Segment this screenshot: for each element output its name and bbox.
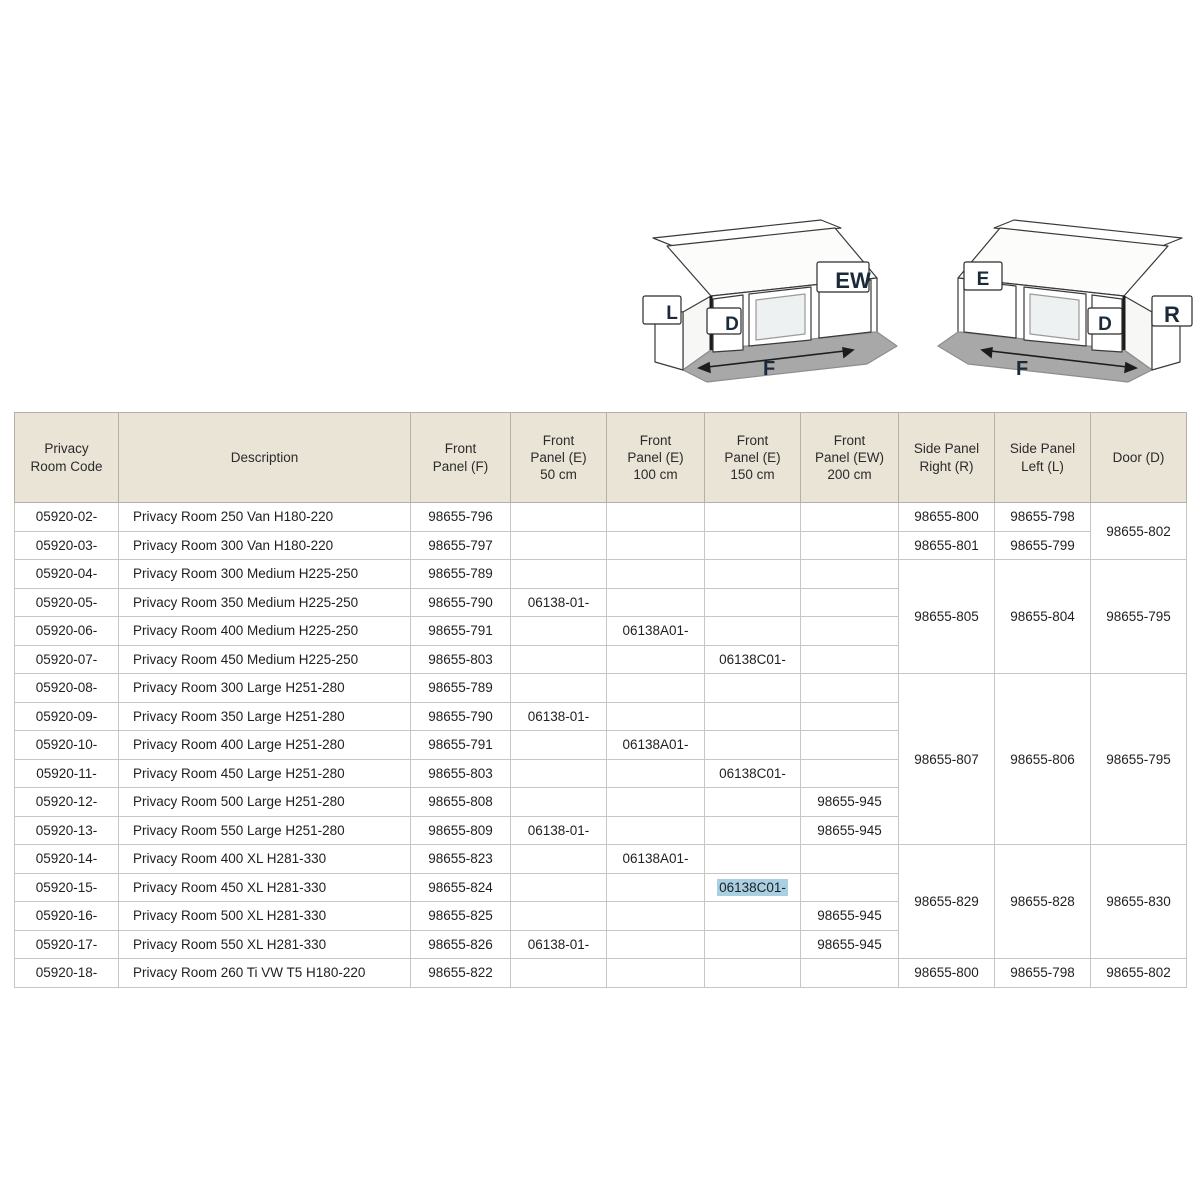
cell-side-panel-right: 98655-829 (899, 845, 995, 959)
cell-description: Privacy Room 300 Van H180-220 (119, 531, 411, 560)
cell-front-panel-e-150 (705, 503, 801, 532)
parts-table-container (14, 412, 1186, 988)
highlighted-part-number: 06138C01- (719, 879, 786, 895)
header-line: Left (L) (1021, 458, 1064, 474)
header-line: Door (D) (1112, 449, 1165, 465)
cell-side-panel-left: 98655-798 (995, 503, 1091, 532)
table-header-row (15, 413, 1187, 503)
cell-front-panel-e-150 (705, 845, 801, 874)
cell-front-panel-e-100 (607, 788, 705, 817)
diagram-label-E: E (976, 269, 990, 290)
cell-description: Privacy Room 260 Ti VW T5 H180-220 (119, 959, 411, 988)
diagram-label-F-right: F (1016, 358, 1029, 380)
cell-front-panel-f: 98655-808 (411, 788, 511, 817)
cell-side-panel-right: 98655-800 (899, 503, 995, 532)
table-row (15, 674, 1187, 703)
header-line: 100 cm (633, 467, 678, 483)
cell-side-panel-left: 98655-798 (995, 959, 1091, 988)
cell-side-panel-right: 98655-800 (899, 959, 995, 988)
cell-front-panel-ew-200 (801, 759, 899, 788)
table-row (15, 503, 1187, 532)
cell-front-panel-e-150 (705, 560, 801, 589)
cell-front-panel-e-100 (607, 531, 705, 560)
cell-privacy-room-code: 05920-16- (15, 902, 119, 931)
cell-front-panel-e-50 (511, 674, 607, 703)
cell-door: 98655-830 (1091, 845, 1187, 959)
cell-front-panel-f: 98655-803 (411, 759, 511, 788)
cell-front-panel-e-50: 06138-01- (511, 702, 607, 731)
cell-front-panel-e-100 (607, 560, 705, 589)
cell-side-panel-left: 98655-799 (995, 531, 1091, 560)
cell-front-panel-e-50 (511, 959, 607, 988)
header-line: Panel (EW) (814, 449, 885, 465)
header-line: Privacy (44, 441, 89, 457)
cell-front-panel-e-100 (607, 645, 705, 674)
cell-description: Privacy Room 450 XL H281-330 (119, 873, 411, 902)
cell-front-panel-e-150: 06138C01- (705, 645, 801, 674)
column-header-description (119, 413, 411, 503)
cell-front-panel-e-50: 06138-01- (511, 930, 607, 959)
cell-front-panel-ew-200: 98655-945 (801, 788, 899, 817)
header-line: Panel (E) (724, 449, 781, 465)
cell-front-panel-f: 98655-791 (411, 731, 511, 760)
cell-front-panel-e-100 (607, 816, 705, 845)
cell-front-panel-e-150 (705, 617, 801, 646)
cell-front-panel-e-50 (511, 617, 607, 646)
cell-door: 98655-802 (1091, 503, 1187, 560)
cell-front-panel-e-150 (705, 731, 801, 760)
cell-front-panel-e-100: 06138A01- (607, 617, 705, 646)
cell-front-panel-f: 98655-809 (411, 816, 511, 845)
diagram-label-D-right: D (1098, 314, 1112, 335)
cell-description: Privacy Room 250 Van H180-220 (119, 503, 411, 532)
header-line: Panel (F) (432, 458, 489, 474)
cell-privacy-room-code: 05920-09- (15, 702, 119, 731)
cell-front-panel-e-150 (705, 674, 801, 703)
cell-front-panel-ew-200 (801, 959, 899, 988)
cell-front-panel-f: 98655-797 (411, 531, 511, 560)
cell-front-panel-f: 98655-789 (411, 674, 511, 703)
cell-privacy-room-code: 05920-07- (15, 645, 119, 674)
cell-front-panel-f: 98655-803 (411, 645, 511, 674)
cell-front-panel-e-50 (511, 788, 607, 817)
header-line: Description (230, 449, 299, 465)
cell-front-panel-e-100 (607, 503, 705, 532)
cell-description: Privacy Room 550 XL H281-330 (119, 930, 411, 959)
cell-front-panel-e-150 (705, 588, 801, 617)
cell-front-panel-ew-200: 98655-945 (801, 816, 899, 845)
cell-front-panel-e-100: 06138A01- (607, 731, 705, 760)
cell-front-panel-e-150 (705, 531, 801, 560)
cell-front-panel-ew-200 (801, 617, 899, 646)
cell-front-panel-e-50 (511, 759, 607, 788)
cell-description: Privacy Room 550 Large H251-280 (119, 816, 411, 845)
cell-front-panel-e-150 (705, 959, 801, 988)
header-line: 200 cm (827, 467, 872, 483)
cell-front-panel-e-50 (511, 645, 607, 674)
awning-room-left-view (615, 200, 905, 400)
cell-door: 98655-795 (1091, 674, 1187, 845)
cell-front-panel-e-50 (511, 902, 607, 931)
cell-description: Privacy Room 450 Large H251-280 (119, 759, 411, 788)
cell-description: Privacy Room 300 Large H251-280 (119, 674, 411, 703)
cell-front-panel-f: 98655-790 (411, 702, 511, 731)
cell-front-panel-f: 98655-823 (411, 845, 511, 874)
cell-front-panel-ew-200 (801, 702, 899, 731)
cell-description: Privacy Room 500 Large H251-280 (119, 788, 411, 817)
header-line: Panel (E) (530, 449, 587, 465)
cell-front-panel-e-100 (607, 674, 705, 703)
cell-privacy-room-code: 05920-14- (15, 845, 119, 874)
cell-front-panel-ew-200: 98655-945 (801, 902, 899, 931)
cell-front-panel-e-50: 06138-01- (511, 588, 607, 617)
diagram-label-F: F (763, 358, 776, 380)
header-line: 150 cm (730, 467, 775, 483)
header-line: Front (639, 432, 672, 448)
diagram-label-EW: EW (835, 268, 871, 293)
diagram-label-R: R (1164, 302, 1180, 327)
column-header-side-panel-left (995, 413, 1091, 503)
cell-front-panel-ew-200 (801, 873, 899, 902)
cell-front-panel-e-100 (607, 588, 705, 617)
cell-front-panel-ew-200 (801, 560, 899, 589)
table-row (15, 531, 1187, 560)
cell-description: Privacy Room 500 XL H281-330 (119, 902, 411, 931)
cell-front-panel-f: 98655-825 (411, 902, 511, 931)
header-line: 50 cm (540, 467, 577, 483)
cell-front-panel-e-150 (705, 702, 801, 731)
cell-front-panel-e-50 (511, 503, 607, 532)
cell-privacy-room-code: 05920-15- (15, 873, 119, 902)
diagram-label-D: D (725, 314, 739, 335)
cell-front-panel-ew-200 (801, 674, 899, 703)
cell-privacy-room-code: 05920-13- (15, 816, 119, 845)
cell-description: Privacy Room 400 Medium H225-250 (119, 617, 411, 646)
table-row (15, 845, 1187, 874)
cell-description: Privacy Room 400 Large H251-280 (119, 731, 411, 760)
awning-room-right-view (930, 200, 1200, 400)
header-line: Front (542, 432, 575, 448)
cell-front-panel-ew-200 (801, 531, 899, 560)
cell-front-panel-ew-200 (801, 588, 899, 617)
cell-privacy-room-code: 05920-18- (15, 959, 119, 988)
header-line: Room Code (30, 458, 103, 474)
header-line: Front (833, 432, 866, 448)
diagram-label-L: L (666, 303, 678, 324)
cell-front-panel-e-50 (511, 531, 607, 560)
cell-front-panel-e-50: 06138-01- (511, 816, 607, 845)
header-line: Right (R) (919, 458, 974, 474)
cell-side-panel-left: 98655-828 (995, 845, 1091, 959)
cell-side-panel-right: 98655-805 (899, 560, 995, 674)
cell-privacy-room-code: 05920-08- (15, 674, 119, 703)
header-line: Side Panel (913, 441, 980, 457)
cell-privacy-room-code: 05920-03- (15, 531, 119, 560)
cell-front-panel-e-150 (705, 788, 801, 817)
cell-front-panel-ew-200 (801, 731, 899, 760)
cell-front-panel-e-150 (705, 902, 801, 931)
diagram-group (600, 200, 1200, 400)
column-header-front-panel-e-150 (705, 413, 801, 503)
cell-front-panel-e-100 (607, 873, 705, 902)
header-line: Side Panel (1009, 441, 1076, 457)
column-header-privacy-room-code (15, 413, 119, 503)
cell-side-panel-left: 98655-806 (995, 674, 1091, 845)
cell-privacy-room-code: 05920-05- (15, 588, 119, 617)
cell-description: Privacy Room 350 Large H251-280 (119, 702, 411, 731)
column-header-front-panel-ew-200 (801, 413, 899, 503)
table-row (15, 959, 1187, 988)
cell-description: Privacy Room 350 Medium H225-250 (119, 588, 411, 617)
cell-front-panel-e-100: 06138A01- (607, 845, 705, 874)
cell-front-panel-ew-200: 98655-945 (801, 930, 899, 959)
cell-front-panel-f: 98655-824 (411, 873, 511, 902)
cell-privacy-room-code: 05920-11- (15, 759, 119, 788)
table-row (15, 560, 1187, 589)
cell-front-panel-e-150 (705, 873, 801, 902)
cell-front-panel-f: 98655-796 (411, 503, 511, 532)
cell-front-panel-e-100 (607, 959, 705, 988)
cell-front-panel-e-100 (607, 759, 705, 788)
cell-front-panel-e-100 (607, 702, 705, 731)
cell-front-panel-f: 98655-826 (411, 930, 511, 959)
table-body (15, 503, 1187, 988)
parts-table (14, 412, 1187, 988)
cell-front-panel-ew-200 (801, 845, 899, 874)
cell-front-panel-ew-200 (801, 503, 899, 532)
cell-privacy-room-code: 05920-06- (15, 617, 119, 646)
column-header-front-panel-e-50 (511, 413, 607, 503)
cell-front-panel-f: 98655-791 (411, 617, 511, 646)
column-header-front-panel-e-100 (607, 413, 705, 503)
column-header-door (1091, 413, 1187, 503)
cell-front-panel-ew-200 (801, 645, 899, 674)
header-line: Front (444, 441, 477, 457)
cell-front-panel-e-50 (511, 873, 607, 902)
cell-door: 98655-795 (1091, 560, 1187, 674)
cell-privacy-room-code: 05920-17- (15, 930, 119, 959)
cell-front-panel-f: 98655-790 (411, 588, 511, 617)
cell-front-panel-e-50 (511, 731, 607, 760)
column-header-side-panel-right (899, 413, 995, 503)
cell-side-panel-left: 98655-804 (995, 560, 1091, 674)
cell-front-panel-f: 98655-789 (411, 560, 511, 589)
cell-front-panel-e-150: 06138C01- (705, 759, 801, 788)
cell-privacy-room-code: 05920-12- (15, 788, 119, 817)
cell-front-panel-e-150 (705, 816, 801, 845)
cell-description: Privacy Room 450 Medium H225-250 (119, 645, 411, 674)
column-header-front-panel-f (411, 413, 511, 503)
cell-front-panel-e-150 (705, 930, 801, 959)
cell-description: Privacy Room 300 Medium H225-250 (119, 560, 411, 589)
cell-front-panel-e-100 (607, 930, 705, 959)
cell-side-panel-right: 98655-801 (899, 531, 995, 560)
cell-privacy-room-code: 05920-02- (15, 503, 119, 532)
cell-front-panel-f: 98655-822 (411, 959, 511, 988)
header-line: Panel (E) (627, 449, 684, 465)
cell-privacy-room-code: 05920-10- (15, 731, 119, 760)
cell-door: 98655-802 (1091, 959, 1187, 988)
cell-side-panel-right: 98655-807 (899, 674, 995, 845)
header-line: Front (736, 432, 769, 448)
cell-description: Privacy Room 400 XL H281-330 (119, 845, 411, 874)
cell-front-panel-e-50 (511, 845, 607, 874)
cell-front-panel-e-100 (607, 902, 705, 931)
cell-front-panel-e-50 (511, 560, 607, 589)
cell-privacy-room-code: 05920-04- (15, 560, 119, 589)
